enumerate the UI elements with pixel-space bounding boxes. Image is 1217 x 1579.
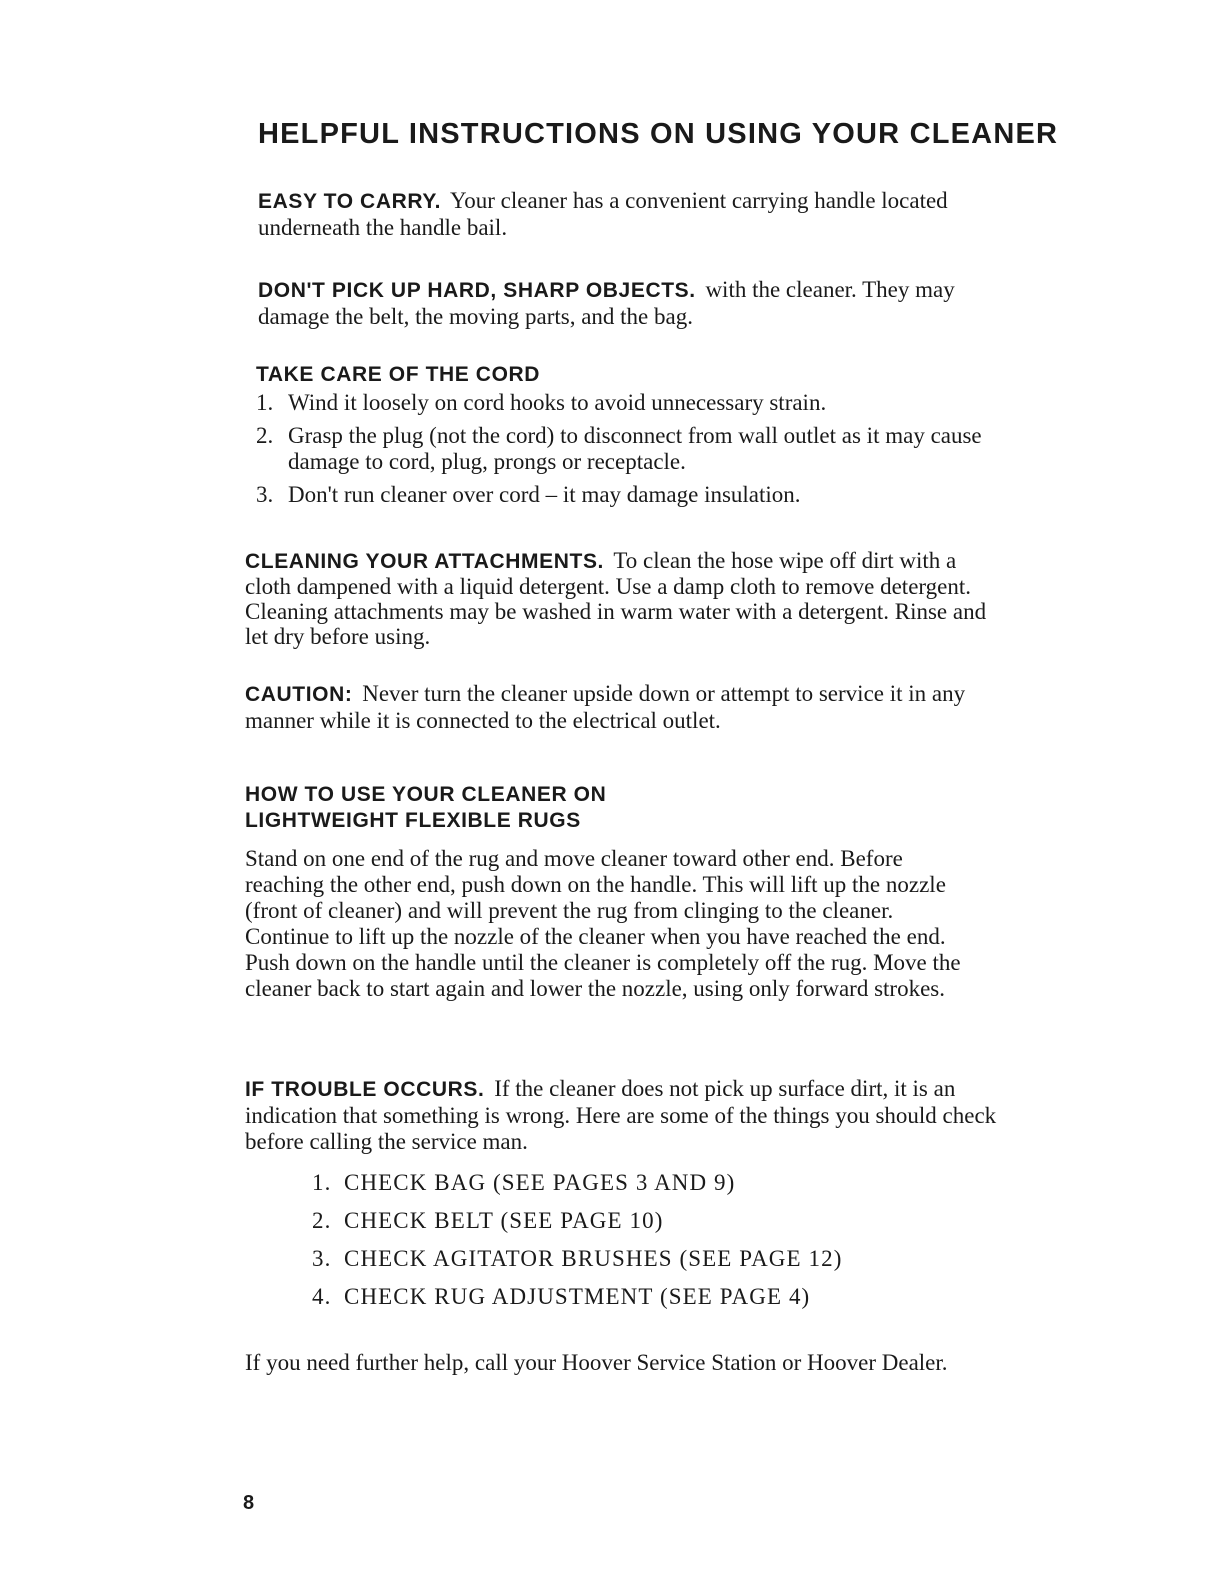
rugs-text: Stand on one end of the rug and move cleaner toward other end. Before reaching the other end, push down on the handle. This will lift up the nozzle (front of cleaner) and will prevent the rug from clinging to the cleaner. Continue to lift up the nozzle of the cleaner when you have reached the end. Push down on the handle until the cleaner is completely off the rug. Move the cleaner back to start again and lower the nozzle, using only forward strokes. (245, 846, 961, 1001)
trouble-paragraph (245, 1076, 1005, 1155)
cord-item-1-text: Wind it loosely on cord hooks to avoid unnecessary strain. (288, 390, 827, 415)
easy-to-carry-heading: EASY TO CARRY. (258, 190, 442, 213)
check-item-3-number: 3. (312, 1246, 332, 1271)
section-trouble (245, 1076, 1005, 1155)
rugs-heading-line-1: HOW TO USE YOUR CLEANER ON (245, 783, 607, 806)
attachments-text: To clean the hose wipe off dirt with a cloth dampened with a liquid detergent. Use a damp cloth to remove detergent. Cleaning attachments may be washed in warm water with a detergent. Rinse and let dry before using. (245, 548, 987, 649)
section-rugs (245, 782, 965, 1002)
cord-item-1-number: 1. (256, 390, 274, 415)
page-number: 8 (243, 1492, 255, 1514)
cord-care-heading: TAKE CARE OF THE CORD (256, 363, 541, 386)
dont-pick-up-heading: DON'T PICK UP HARD, SHARP OBJECTS. (258, 279, 696, 302)
check-item-4-number: 4. (312, 1284, 332, 1309)
section-further-help (245, 1350, 995, 1376)
check-item-4 (312, 1284, 842, 1322)
check-item-1-number: 1. (312, 1170, 332, 1195)
further-help-text: If you need further help, call your Hoover Service Station or Hoover Dealer. (245, 1350, 948, 1375)
check-item-3 (312, 1246, 842, 1284)
cord-item-2-number: 2. (256, 423, 274, 448)
cord-item-2-text: Grasp the plug (not the cord) to disconnect from wall outlet as it may cause damage to cord, plug, prongs or receptacle. (288, 423, 982, 474)
check-item-1 (312, 1170, 842, 1208)
rugs-heading-line-2: LIGHTWEIGHT FLEXIBLE RUGS (245, 809, 581, 832)
caution-heading: CAUTION: (245, 683, 353, 706)
attachments-heading: CLEANING YOUR ATTACHMENTS. (245, 550, 604, 573)
section-dont-pick-up (258, 277, 988, 330)
page-title: HELPFUL INSTRUCTIONS ON USING YOUR CLEANER (258, 118, 1059, 150)
easy-to-carry-paragraph (258, 188, 978, 241)
cord-item-1 (256, 390, 996, 416)
caution-paragraph (245, 681, 995, 734)
trouble-text: If the cleaner does not pick up surface dirt, it is an indication that something is wrong. Here are some of the things you should check before calling the service man. (245, 1076, 997, 1154)
check-item-1-text: CHECK BAG (SEE PAGES 3 AND 9) (344, 1170, 736, 1195)
section-easy-to-carry (258, 188, 978, 241)
check-item-4-text: CHECK RUG ADJUSTMENT (SEE PAGE 4) (344, 1284, 811, 1309)
easy-to-carry-text: Your cleaner has a convenient carrying handle located underneath the handle bail. (258, 188, 948, 240)
check-item-3-text: CHECK AGITATOR BRUSHES (SEE PAGE 12) (344, 1246, 843, 1271)
check-item-2-text: CHECK BELT (SEE PAGE 10) (344, 1208, 664, 1233)
check-item-2 (312, 1208, 842, 1246)
trouble-heading: IF TROUBLE OCCURS. (245, 1078, 485, 1101)
cord-item-3-number: 3. (256, 482, 274, 507)
dont-pick-up-paragraph (258, 277, 988, 330)
caution-text: Never turn the cleaner upside down or attempt to service it in any manner while it is connected to the electrical outlet. (245, 681, 966, 733)
attachments-paragraph (245, 548, 1005, 649)
cord-item-2 (256, 423, 996, 475)
dont-pick-up-text: with the cleaner. They may damage the belt, the moving parts, and the bag. (258, 277, 955, 329)
section-caution (245, 681, 995, 734)
check-item-2-number: 2. (312, 1208, 332, 1233)
section-attachments (245, 548, 1005, 649)
cord-item-3 (256, 482, 996, 508)
cord-item-3-text: Don't run cleaner over cord – it may damage insulation. (288, 482, 801, 507)
trouble-checklist (312, 1170, 842, 1322)
section-cord-care (256, 362, 996, 515)
